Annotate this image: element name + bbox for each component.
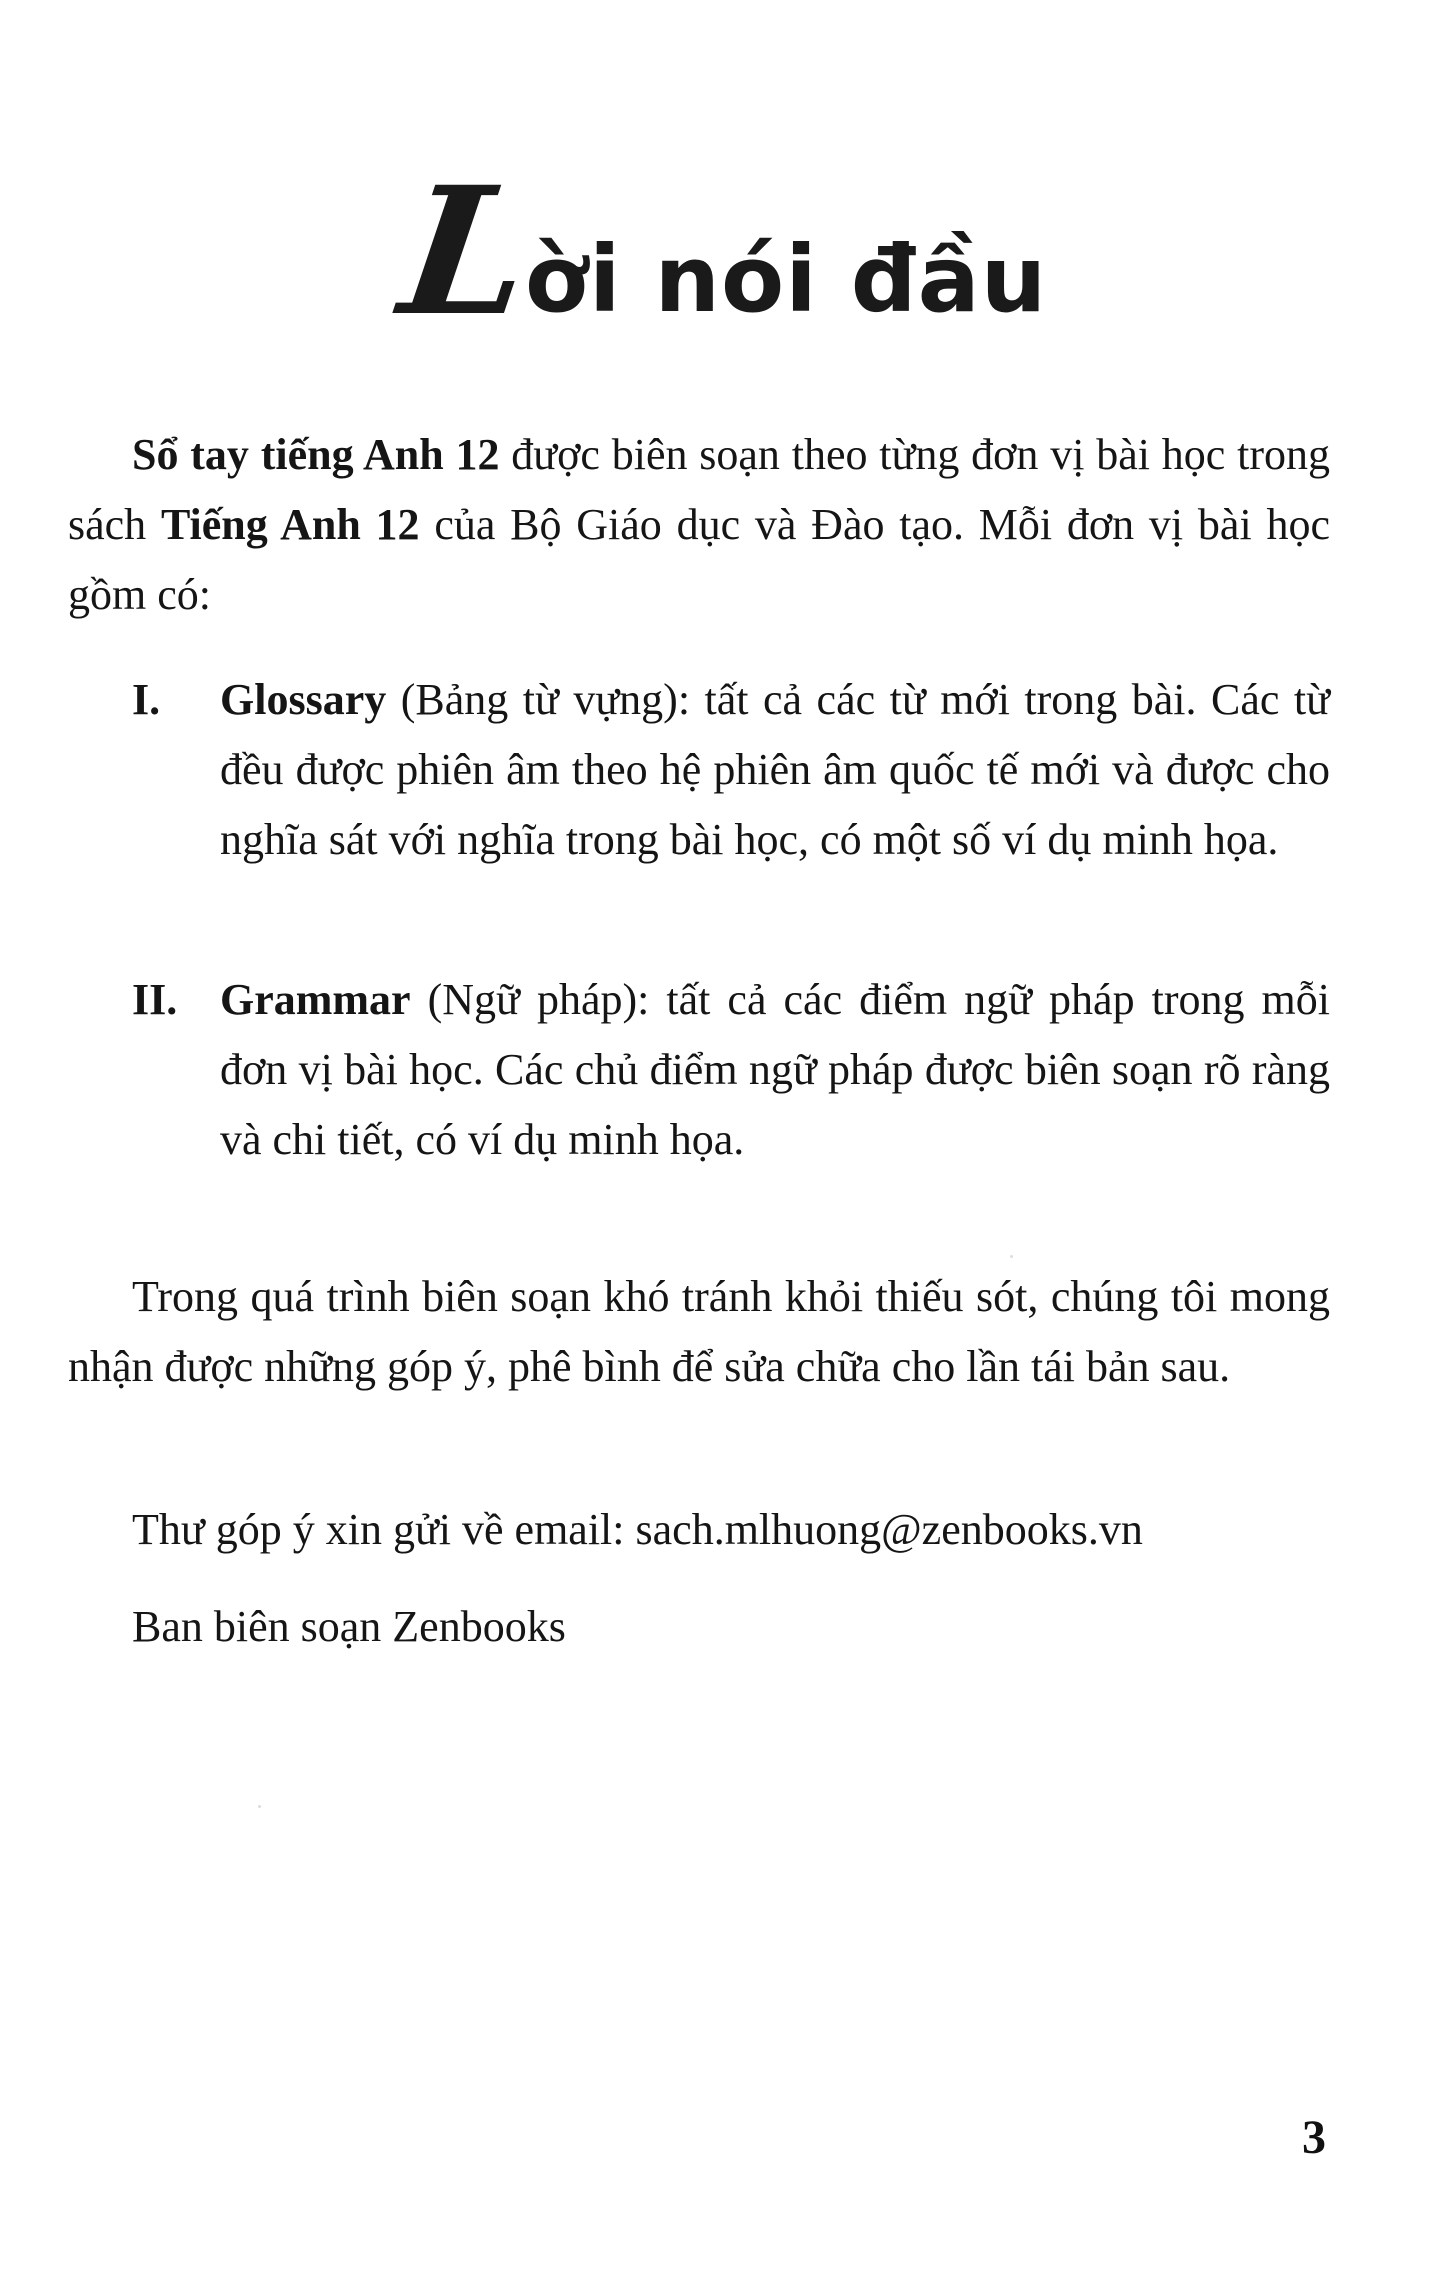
list-body [220,665,1330,875]
list-term: Glossary [220,675,387,724]
closing-paragraph: Trong quá trình biên soạn khó tránh khỏi thiếu sót, chúng tôi mong nhận được những góp ý, phê bình để sửa chữa cho lần tái bản sau. [68,1272,1330,1391]
scan-speck [1010,1255,1013,1258]
list-term: Grammar [220,975,411,1024]
title-initial-letter: L [390,148,538,355]
list-number: I. [132,675,161,724]
list-description: (Bảng từ vựng): tất cả các từ mới trong bài. Các từ đều được phiên âm theo hệ phiên âm quốc tế mới và được cho nghĩa sát với nghĩa trong bài học, có một số ví dụ minh họa. [220,675,1330,864]
list-item-glossary [68,665,1330,955]
scan-speck [258,1805,261,1808]
book-title-bold: Sổ tay tiếng Anh 12 [132,430,500,479]
intro-text-1: được biên soạn theo từng đơn vị bài học trong sách [68,430,1330,549]
intro-text-2: của Bộ Giáo dục và Đào tạo. Mỗi đơn vị bài học gồm có: [68,500,1330,619]
textbook-title-bold: Tiếng Anh 12 [160,500,420,549]
list-item-grammar [68,965,1330,1255]
page-number: 3 [1302,2111,1326,2164]
title-text: ời nói đầu [524,226,1048,333]
email-line: Thư góp ý xin gửi về email: sach.mlhuong@zenbooks.vn [132,1505,1143,1554]
list-description: (Ngữ pháp): tất cả các điểm ngữ pháp trong mỗi đơn vị bài học. Các chủ điểm ngữ pháp được biên soạn rõ ràng và chi tiết, có ví dụ minh họa. [220,975,1330,1164]
list-body [220,965,1330,1175]
page-title [390,148,1048,355]
intro-paragraph [68,420,1330,630]
list-number: II. [132,975,178,1024]
signature: Ban biên soạn Zenbooks [132,1602,566,1651]
